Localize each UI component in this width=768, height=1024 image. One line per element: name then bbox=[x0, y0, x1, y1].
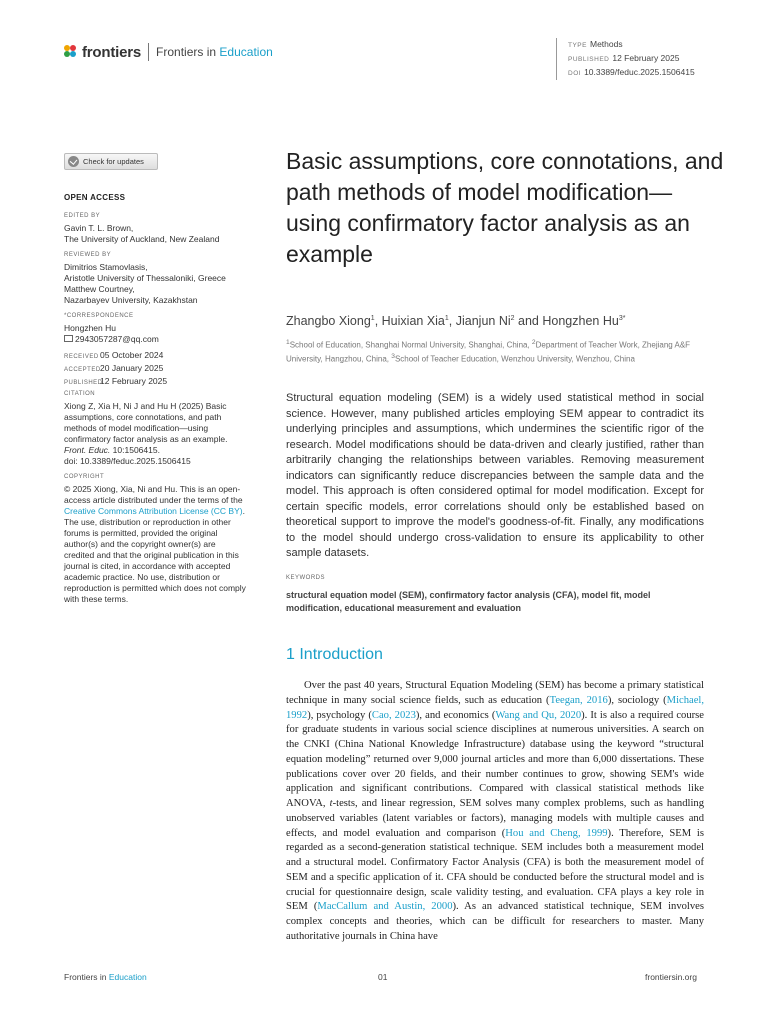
check-for-updates-label: Check for updates bbox=[83, 157, 144, 166]
logo-divider bbox=[148, 43, 149, 61]
article-title: Basic assumptions, core connotations, and path methods of model modification—using confirmatory factor analysis as an example bbox=[286, 148, 724, 267]
journal-accent: Education bbox=[219, 45, 273, 59]
affiliations: $^1$School of Education, Shanghai Normal University, Shanghai, China, $^2$Department of Teacher Work, Zhejiang A&F University, Hangzhou, China, $^3$School of Teacher Education, Wenzhou University, Wenzhou, China bbox=[286, 339, 691, 364]
edited-by-block: EDITED BY Gavin T. L. Brown, The University of Auckland, New Zealand bbox=[64, 213, 220, 244]
license-link[interactable]: Creative Commons Attribution License (CC BY) bbox=[64, 506, 243, 516]
author-name[interactable]: Hongzhen Hu bbox=[542, 314, 619, 328]
dates-block: RECEIVED05 October 2024 ACCEPTED20 January 2025 PUBLISHED12 February 2025 bbox=[64, 350, 168, 386]
citation-doi[interactable]: doi: 10.3389/feduc.2025.1506415 bbox=[64, 456, 191, 466]
check-for-updates-button[interactable] bbox=[64, 153, 158, 170]
author-name[interactable]: Jianjun Ni bbox=[455, 314, 511, 328]
citation-block: CITATION Xiong Z, Xia H, Ni J and Hu H (2025) Basic assumptions, core connotations, and path methods of model modification—using confirmatory factor analysis as an example. Front. Educ. 10:1506415. doi: 10.3389/feduc.2025.1506415 bbox=[64, 389, 246, 467]
citation-link[interactable]: Cao, 2023 bbox=[371, 709, 416, 721]
copyright-block: COPYRIGHT © 2025 Xiong, Xia, Ni and Hu. This is an open-access article distributed under the terms of the Creative Commons Attribution License (CC BY). The use, distribution or reproduction in other forums is permitted, provided the original author(s) and the copyright owner(s) are credited and that the original publication in this journal is cited, in accordance with accepted academic practice. No use, distribution or reproduction is permitted which does not comply with these terms. bbox=[64, 474, 246, 604]
journal-name bbox=[156, 45, 273, 59]
frontiers-logo[interactable] bbox=[64, 43, 273, 61]
open-access-label: OPEN ACCESS bbox=[64, 193, 126, 202]
mail-icon bbox=[64, 335, 73, 342]
brand-name: frontiers bbox=[82, 43, 142, 61]
citation-link[interactable]: Wang and Qu, 2020 bbox=[495, 709, 582, 721]
section-heading: 1 Introduction bbox=[286, 646, 383, 663]
footer-site-link[interactable]: frontiersin.org bbox=[645, 972, 697, 982]
correspondence-block: *CORRESPONDENCE Hongzhen Hu 2943057287@qq.com bbox=[64, 311, 246, 345]
citation-link[interactable]: Teegan, 2016 bbox=[549, 694, 608, 706]
citation-link[interactable]: MacCallum and Austin, 2000 bbox=[317, 901, 453, 913]
abstract: Structural equation modeling (SEM) is a widely used statistical method in social science. However, many published articles employing SEM appear to contradict its underlying principles and assumptions, which undermines the scientific rigor of the research. Model modifications should be data-driven and clearly justified, rather than arbitrarily changing the relationships between variables. Removing measurement indicators can significantly reduce discrepancies between the sample data and the model. This approach is often considered optimal for model modification. Except for certain specific models, error correlations should only be established based on theoretical support to improve the model's goodness-of-fit. Finally, any modifications to the model should undergo cross-validation to ensure its applicability to other sample datasets. bbox=[286, 392, 704, 559]
article-meta bbox=[556, 38, 695, 80]
meta-doi[interactable]: DOI 10.3389/feduc.2025.1506415 bbox=[568, 67, 695, 77]
body-paragraph: Over the past 40 years, Structural Equation Modeling (SEM) has become a primary statistical technique in many social science fields, such as education (Teegan, 2016), sociology (Michael, 1992), psychology (Cao, 2023), and economics (Wang and Qu, 2020). It is also a required course for graduate students in various social science disciplines at numerous universities. A search on the CNKI (China National Knowledge Infrastructure) database using the keyword “structural equation modeling” returned over 9,000 journal articles and more than 6,000 dissertations. These publications cover over 20 fields, and their number continues to grow, showing SEM's wide application and significant contributions. Compared with classical statistical methods like ANOVA, t-tests, and linear regression, SEM solves many complex problems, such as handling unobserved variables (latent variables or factors), managing models with multiple causes and effects, and model evaluation and comparison (Hou and Cheng, 1999). Therefore, SEM is regarded as a second-generation statistical technique. SEM includes both a measurement model and a structural model. Confirmatory Factor Analysis (CFA) is both the measurement model of SEM and a specific application of it. CFA should be conducted before the structural model and is crucial for questionnaire design, scale validity testing, and evaluation. CFA plays a key role in SEM (MacCallum and Austin, 2000). As an advanced statistical technique, SEM involves complex concepts and theories, which can be difficult for researchers to master. Many authoritative journals in China have bbox=[286, 680, 705, 942]
citation-link[interactable]: Hou and Cheng, 1999 bbox=[505, 827, 608, 839]
meta-published: PUBLISHED 12 February 2025 bbox=[568, 53, 680, 63]
author-name[interactable]: Zhangbo Xiong bbox=[286, 314, 371, 328]
check-icon bbox=[68, 156, 79, 167]
keywords-label: KEYWORDS bbox=[286, 575, 326, 581]
journal-prefix: Frontiers in bbox=[156, 45, 217, 59]
correspondence-email[interactable]: 2943057287@qq.com bbox=[64, 334, 246, 345]
footer-journal: Frontiers in Education bbox=[64, 972, 147, 982]
frontiers-logo-icon bbox=[64, 45, 78, 59]
reviewed-by-block: REVIEWED BY Dimitrios Stamovlasis, Aristotle University of Thessaloniki, Greece Matthew Courtney, Nazarbayev University, Kazakhstan bbox=[64, 252, 226, 305]
author-list: Zhangbo Xiong$^1$, Huixian Xia$^1$, Jianjun Ni$^2$ and Hongzhen $Hu^{3*}$ bbox=[286, 314, 626, 328]
keywords: structural equation model (SEM), confirmatory factor analysis (CFA), model fit, model modification, educational measurement and evaluation bbox=[286, 590, 651, 613]
meta-type: TYPE Methods bbox=[568, 39, 623, 49]
page-number: 01 bbox=[378, 972, 388, 982]
author-name[interactable]: Huixian Xia bbox=[381, 314, 445, 328]
citation-link[interactable]: Michael, 1992 bbox=[286, 694, 705, 721]
